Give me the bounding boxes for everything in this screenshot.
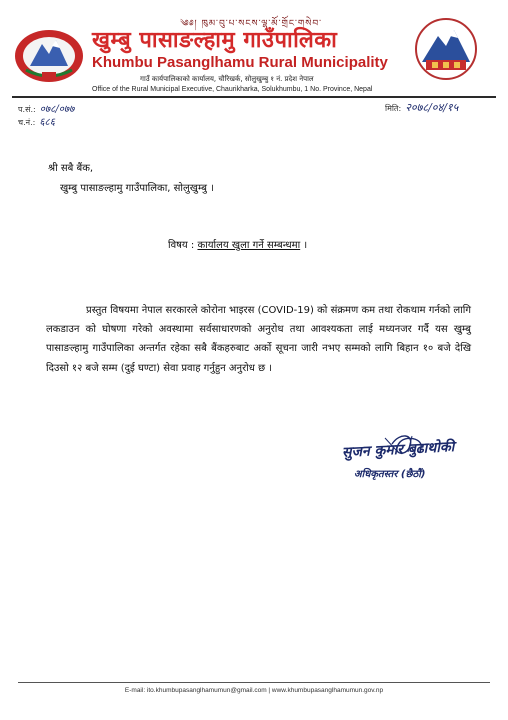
cha-na-value: ६८६ xyxy=(39,117,55,128)
addressee-line-2: खुम्बु पासाङल्हामु गाउँपालिका, सोलुखुम्बु । xyxy=(60,183,214,194)
municipality-name-nepali: खुम्बु पासाङल्हामु गाउँपालिका xyxy=(92,28,338,53)
header-divider xyxy=(12,96,496,98)
subject-line xyxy=(168,237,307,251)
signatory-name: सुजन कुमार बुढाथोकी xyxy=(341,439,455,461)
pa-sa-label: प.सं.: xyxy=(18,105,36,114)
reference-cha-na xyxy=(18,114,55,128)
signatory-designation: अधिकृतस्तर (छैठौं) xyxy=(354,469,426,480)
office-address-english: Office of the Rural Municipal Executive, Chaurikharka, Solukhumbu, 1 No. Province, Nepal xyxy=(92,86,373,93)
reference-pa-sa xyxy=(18,101,74,115)
cha-na-label: च.नं.: xyxy=(18,118,36,127)
body-paragraph: प्रस्तुत विषयमा नेपाल सरकारले कोरोना भाइरस (COVID-19) को संक्रमण कम तथा रोकथाम गर्नको लागि लकडाउन को घोषणा गरेको अवस्थामा सर्वसाधारणको अनुरोध तथा आवश्यकता लाई मध्यनजर गर्दै यस खुम्बु पासाङल्हामु गाउँपालिका अन्तर्गत रहेका सबै बैंकहरुबाट अर्को सूचना जारी नभए सम्मको लागि बिहान १० बजे देखि दिउसो १२ बजे सम्म (दुई घण्टा) सेवा प्रवाह गर्नुहुन अनुरोध छ । xyxy=(46,305,471,374)
nepal-emblem-icon xyxy=(12,26,86,84)
footer-divider xyxy=(18,682,490,683)
pa-sa-value: ०७८/०७७ xyxy=(39,104,75,115)
subject-label: विषय : xyxy=(168,240,195,251)
tibetan-script-line: ༄༅། ཁུམ་བུ་པ་སངས་ལྷ་མོ་གྲོང་གསེབ་ xyxy=(180,19,322,29)
office-address-nepali: गाउँ कार्यपालिकाको कार्यालय, चौरिखर्क, सोलुखुम्बु १ नं. प्रदेश नेपाल xyxy=(140,75,314,83)
addressee-line-1: श्री सबै बैंक, xyxy=(48,163,94,174)
footer-contact: E-mail: ito.khumbupasanglhamumun@gmail.com | www.khumbupasanglhamumun.gov.np xyxy=(124,687,384,694)
date-label: मिति: xyxy=(385,104,402,113)
subject-end: । xyxy=(300,240,308,251)
municipality-name-english: Khumbu Pasanglhamu Rural Municipality xyxy=(92,54,388,71)
letterhead xyxy=(0,0,508,110)
letter-date xyxy=(385,100,458,115)
subject-value: कार्यालय खुला गर्ने सम्बन्धमा xyxy=(197,240,301,251)
everest-logo-icon xyxy=(414,16,478,82)
date-value: २०७८/०४/१५ xyxy=(405,101,459,114)
